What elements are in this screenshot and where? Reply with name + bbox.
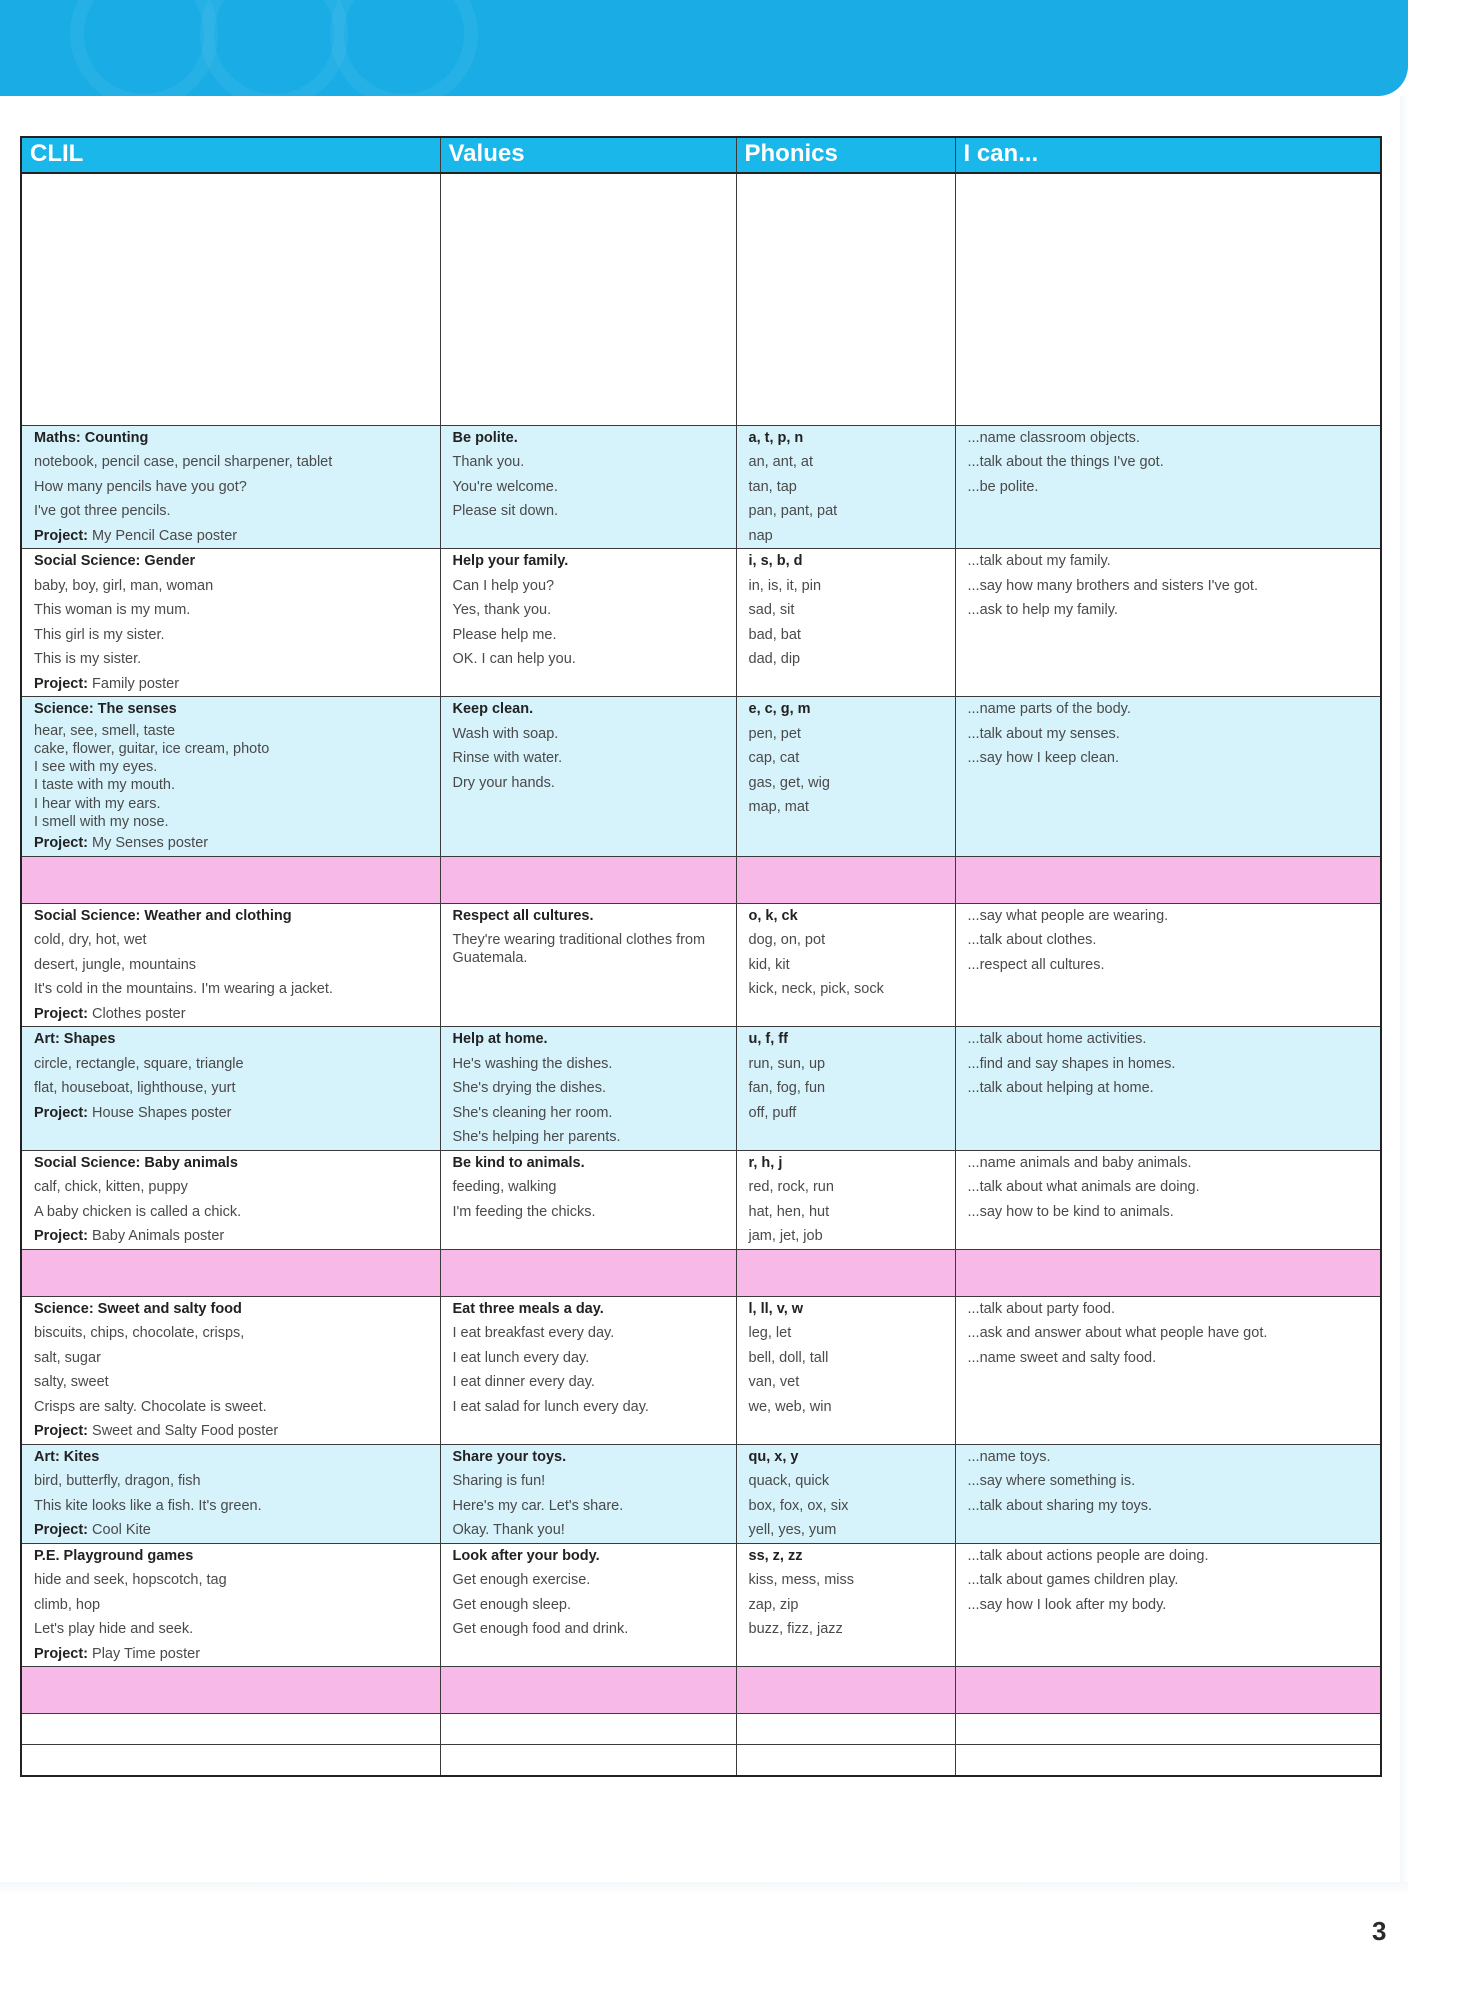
values-cell xyxy=(440,425,736,549)
i-can-line: ...say how I look after my body. xyxy=(967,1596,1167,1613)
review-band-cell xyxy=(21,1667,440,1714)
unit-row xyxy=(21,1444,1381,1543)
phonics-title: o, k, ck xyxy=(748,907,798,924)
values-title: Help at home. xyxy=(452,1031,548,1048)
i-can-cell xyxy=(955,697,1381,857)
page-bottom-shade xyxy=(0,1882,1408,1896)
clil-line: notebook, pencil case, pencil sharpener, tablet xyxy=(34,454,333,470)
values-line: Please help me. xyxy=(452,626,557,643)
values-line: Please sit down. xyxy=(452,503,559,519)
clil-title: P.E. Playground games xyxy=(34,1547,194,1564)
unit-row xyxy=(21,697,1381,857)
clil-line: A baby chicken is called a chick. xyxy=(34,1203,242,1220)
phonics-line: in, is, it, pin xyxy=(748,577,822,594)
clil-project xyxy=(34,1224,428,1249)
project-name: Family poster xyxy=(92,675,180,692)
project-label: Project: xyxy=(34,675,88,692)
clil-cell xyxy=(21,903,440,1027)
empty-cell xyxy=(736,1714,955,1745)
i-can-cell xyxy=(955,549,1381,697)
clil-line: Crisps are salty. Chocolate is sweet. xyxy=(34,1398,267,1415)
header-row xyxy=(21,137,1381,173)
phonics-line: van, vet xyxy=(748,1374,800,1391)
values-line: Here's my car. Let's share. xyxy=(452,1497,624,1514)
empty-cell xyxy=(736,1745,955,1776)
values-cell xyxy=(440,697,736,857)
values-title: Eat three meals a day. xyxy=(452,1300,604,1317)
i-can-line: ...talk about what animals are doing. xyxy=(967,1179,1200,1196)
phonics-line: bad, bat xyxy=(748,626,801,643)
empty-cell xyxy=(955,1745,1381,1776)
values-line: I eat breakfast every day. xyxy=(452,1325,615,1342)
clil-line: I smell with my nose. xyxy=(34,813,169,830)
unit-row xyxy=(21,425,1381,549)
phonics-line: pan, pant, pat xyxy=(748,503,838,519)
values-title: Look after your body. xyxy=(452,1547,600,1564)
values-cell xyxy=(440,1444,736,1543)
clil-line: salt, sugar xyxy=(34,1349,101,1366)
empty-cell xyxy=(440,1714,736,1745)
clil-line: This is my sister. xyxy=(34,651,142,667)
review-band xyxy=(21,1667,1381,1714)
values-line: Sharing is fun! xyxy=(452,1473,546,1490)
blank-cell xyxy=(440,173,736,425)
i-can-line: ...say how many brothers and sisters I've got. xyxy=(967,577,1258,594)
project-label: Project: xyxy=(34,1104,88,1121)
clil-line: bird, butterfly, dragon, fish xyxy=(34,1473,201,1490)
empty-cell xyxy=(440,1745,736,1776)
header-clil: CLIL xyxy=(21,137,440,173)
review-band-cell xyxy=(21,1249,440,1296)
phonics-line: buzz, fizz, jazz xyxy=(748,1621,843,1638)
project-label: Project: xyxy=(34,527,88,544)
values-cell xyxy=(440,903,736,1027)
clil-line: hear, see, smell, taste xyxy=(34,722,176,739)
phonics-title: qu, x, y xyxy=(748,1448,799,1465)
review-band-cell xyxy=(440,1667,736,1714)
project-name: Baby Animals poster xyxy=(92,1228,225,1245)
values-line: feeding, walking xyxy=(452,1179,557,1196)
values-line: Get enough food and drink. xyxy=(452,1621,629,1638)
clil-line: climb, hop xyxy=(34,1596,101,1613)
i-can-cell xyxy=(955,1150,1381,1249)
clil-title: Social Science: Gender xyxy=(34,553,196,569)
i-can-line: ...say how to be kind to animals. xyxy=(967,1203,1174,1220)
project-name: House Shapes poster xyxy=(92,1104,232,1121)
values-line: Get enough sleep. xyxy=(452,1596,572,1613)
clil-cell xyxy=(21,697,440,857)
values-line: OK. I can help you. xyxy=(452,651,576,667)
project-name: Play Time poster xyxy=(92,1645,201,1662)
empty-cell xyxy=(955,1714,1381,1745)
project-name: Sweet and Salty Food poster xyxy=(92,1423,279,1440)
banner-decoration xyxy=(330,0,478,108)
phonics-line: pen, pet xyxy=(748,725,801,742)
page-edge-shadow xyxy=(1400,96,1408,1896)
phonics-line: kick, neck, pick, sock xyxy=(748,981,884,998)
banner-decoration xyxy=(200,0,348,108)
project-label: Project: xyxy=(34,1522,88,1539)
header-phonics: Phonics xyxy=(736,137,955,173)
i-can-line: ...talk about the things I've got. xyxy=(967,454,1164,470)
values-title: Respect all cultures. xyxy=(452,907,594,924)
clil-line: I taste with my mouth. xyxy=(34,777,176,794)
review-band-cell xyxy=(955,856,1381,903)
unit-row xyxy=(21,1296,1381,1444)
phonics-line: cap, cat xyxy=(748,750,800,766)
i-can-line: ...talk about clothes. xyxy=(967,932,1097,949)
phonics-line: quack, quick xyxy=(748,1473,830,1490)
review-band xyxy=(21,1249,1381,1296)
values-line: Can I help you? xyxy=(452,577,555,594)
values-cell xyxy=(440,1543,736,1667)
review-band-cell xyxy=(736,1249,955,1296)
clil-line: How many pencils have you got? xyxy=(34,478,247,495)
i-can-line: ...name animals and baby animals. xyxy=(967,1154,1192,1171)
clil-line: salty, sweet xyxy=(34,1374,109,1391)
clil-project xyxy=(34,1419,428,1444)
table-body xyxy=(21,173,1381,1776)
values-line: Thank you. xyxy=(452,454,525,470)
values-cell xyxy=(440,1150,736,1249)
i-can-cell xyxy=(955,1543,1381,1667)
clil-title: Art: Shapes xyxy=(34,1031,116,1048)
project-label: Project: xyxy=(34,1423,88,1440)
clil-line: cake, flower, guitar, ice cream, photo xyxy=(34,740,270,757)
values-line: He's washing the dishes. xyxy=(452,1055,613,1072)
clil-line: cold, dry, hot, wet xyxy=(34,932,147,949)
unit-row xyxy=(21,1543,1381,1667)
project-label: Project: xyxy=(34,1645,88,1662)
phonics-line: gas, get, wig xyxy=(748,774,830,791)
clil-title: Social Science: Weather and clothing xyxy=(34,907,292,924)
phonics-line: hat, hen, hut xyxy=(748,1203,830,1220)
values-line: Rinse with water. xyxy=(452,750,563,766)
clil-title: Science: The senses xyxy=(34,701,177,717)
page-number: 3 xyxy=(1372,1916,1387,1946)
header-values: Values xyxy=(440,137,736,173)
i-can-line: ...respect all cultures. xyxy=(967,956,1105,973)
phonics-cell xyxy=(736,1444,955,1543)
phonics-cell xyxy=(736,1296,955,1444)
review-band xyxy=(21,856,1381,903)
unit-row xyxy=(21,1150,1381,1249)
phonics-line: run, sun, up xyxy=(748,1055,826,1072)
unit-row xyxy=(21,549,1381,697)
clil-cell xyxy=(21,1296,440,1444)
phonics-cell xyxy=(736,697,955,857)
i-can-line: ...talk about sharing my toys. xyxy=(967,1497,1153,1514)
i-can-line: ...say how I keep clean. xyxy=(967,750,1120,766)
values-cell xyxy=(440,1027,736,1151)
phonics-line: box, fox, ox, six xyxy=(748,1497,849,1514)
clil-cell xyxy=(21,549,440,697)
clil-project xyxy=(34,1101,428,1126)
project-name: Clothes poster xyxy=(92,1005,186,1022)
syllabus-table xyxy=(20,136,1382,1777)
values-line: Okay. Thank you! xyxy=(452,1522,565,1539)
clil-cell xyxy=(21,1444,440,1543)
clil-project xyxy=(34,831,428,856)
values-line: She's cleaning her room. xyxy=(452,1104,613,1121)
project-name: My Pencil Case poster xyxy=(92,527,238,544)
values-line: Yes, thank you. xyxy=(452,602,552,618)
phonics-line: nap xyxy=(748,527,773,544)
review-band-cell xyxy=(21,856,440,903)
review-band-cell xyxy=(736,856,955,903)
phonics-line: sad, sit xyxy=(748,602,795,618)
phonics-line: kid, kit xyxy=(748,956,790,973)
i-can-cell xyxy=(955,425,1381,549)
empty-row xyxy=(21,1745,1381,1776)
phonics-line: off, puff xyxy=(748,1104,797,1121)
i-can-cell xyxy=(955,903,1381,1027)
phonics-line: dad, dip xyxy=(748,651,801,667)
phonics-line: jam, jet, job xyxy=(748,1228,823,1245)
i-can-line: ...ask and answer about what people have got. xyxy=(967,1325,1268,1342)
clil-line: baby, boy, girl, man, woman xyxy=(34,577,214,594)
clil-line: I've got three pencils. xyxy=(34,503,171,519)
phonics-title: u, f, ff xyxy=(748,1031,788,1048)
header-i-can: I can... xyxy=(955,137,1381,173)
clil-title: Maths: Counting xyxy=(34,429,149,446)
clil-line: This girl is my sister. xyxy=(34,626,165,643)
values-line: I'm feeding the chicks. xyxy=(452,1203,596,1220)
i-can-line: ...talk about actions people are doing. xyxy=(967,1547,1209,1564)
blank-cell xyxy=(736,173,955,425)
clil-line: Let's play hide and seek. xyxy=(34,1621,194,1638)
i-can-line: ...name classroom objects. xyxy=(967,429,1140,446)
review-band-cell xyxy=(955,1667,1381,1714)
review-band-cell xyxy=(440,856,736,903)
values-title: Be polite. xyxy=(452,429,518,446)
phonics-cell xyxy=(736,1543,955,1667)
i-can-line: ...find and say shapes in homes. xyxy=(967,1055,1176,1072)
phonics-line: leg, let xyxy=(748,1325,792,1342)
phonics-title: e, c, g, m xyxy=(748,701,811,717)
clil-project xyxy=(34,1002,428,1027)
i-can-line: ...be polite. xyxy=(967,478,1039,495)
values-line: They're wearing traditional clothes from Guatemala. xyxy=(452,932,706,967)
top-banner xyxy=(0,0,1408,96)
i-can-line: ...name sweet and salty food. xyxy=(967,1349,1157,1366)
phonics-title: r, h, j xyxy=(748,1154,783,1171)
phonics-cell xyxy=(736,903,955,1027)
blank-cell xyxy=(21,173,440,425)
clil-cell xyxy=(21,1543,440,1667)
phonics-line: bell, doll, tall xyxy=(748,1349,829,1366)
i-can-line: ...say where something is. xyxy=(967,1473,1136,1490)
phonics-line: dog, on, pot xyxy=(748,932,826,949)
clil-line: This woman is my mum. xyxy=(34,602,191,618)
values-line: You're welcome. xyxy=(452,478,558,495)
unit-row xyxy=(21,903,1381,1027)
phonics-line: kiss, mess, miss xyxy=(748,1572,855,1589)
project-name: Cool Kite xyxy=(92,1522,151,1539)
project-label: Project: xyxy=(34,835,88,852)
phonics-title: ss, z, zz xyxy=(748,1547,803,1564)
phonics-line: map, mat xyxy=(748,799,809,815)
banner-decoration xyxy=(70,0,218,108)
i-can-cell xyxy=(955,1444,1381,1543)
i-can-line: ...say what people are wearing. xyxy=(967,907,1169,924)
phonics-cell xyxy=(736,549,955,697)
i-can-cell xyxy=(955,1027,1381,1151)
blank-row xyxy=(21,173,1381,425)
clil-line: I hear with my ears. xyxy=(34,795,161,812)
i-can-line: ...talk about home activities. xyxy=(967,1031,1147,1048)
i-can-line: ...ask to help my family. xyxy=(967,602,1118,618)
values-title: Help your family. xyxy=(452,553,569,569)
values-cell xyxy=(440,549,736,697)
clil-line: flat, houseboat, lighthouse, yurt xyxy=(34,1080,236,1097)
phonics-line: zap, zip xyxy=(748,1596,799,1613)
empty-cell xyxy=(21,1714,440,1745)
i-can-line: ...talk about games children play. xyxy=(967,1572,1179,1589)
i-can-cell xyxy=(955,1296,1381,1444)
values-line: I eat dinner every day. xyxy=(452,1374,595,1391)
values-line: I eat lunch every day. xyxy=(452,1349,590,1366)
values-line: She's drying the dishes. xyxy=(452,1080,606,1097)
clil-project xyxy=(34,672,428,697)
clil-title: Social Science: Baby animals xyxy=(34,1154,238,1171)
clil-line: I see with my eyes. xyxy=(34,759,158,776)
values-line: She's helping her parents. xyxy=(452,1129,621,1146)
phonics-title: a, t, p, n xyxy=(748,429,804,446)
clil-project xyxy=(34,1518,428,1543)
clil-line: hide and seek, hopscotch, tag xyxy=(34,1572,227,1589)
i-can-line: ...talk about party food. xyxy=(967,1300,1116,1317)
clil-line: circle, rectangle, square, triangle xyxy=(34,1055,244,1072)
clil-project xyxy=(34,524,428,549)
i-can-line: ...name parts of the body. xyxy=(967,701,1131,717)
values-line: Wash with soap. xyxy=(452,725,559,742)
clil-line: desert, jungle, mountains xyxy=(34,956,197,973)
clil-line: This kite looks like a fish. It's green. xyxy=(34,1497,262,1514)
review-band-cell xyxy=(736,1667,955,1714)
unit-row xyxy=(21,1027,1381,1151)
clil-line: calf, chick, kitten, puppy xyxy=(34,1179,188,1196)
clil-title: Art: Kites xyxy=(34,1448,100,1465)
values-title: Share your toys. xyxy=(452,1448,567,1465)
project-label: Project: xyxy=(34,1228,88,1245)
blank-cell xyxy=(955,173,1381,425)
phonics-line: red, rock, run xyxy=(748,1179,834,1196)
phonics-title: l, ll, v, w xyxy=(748,1300,804,1317)
clil-cell xyxy=(21,425,440,549)
phonics-line: we, web, win xyxy=(748,1398,832,1415)
values-title: Keep clean. xyxy=(452,701,534,717)
phonics-cell xyxy=(736,1150,955,1249)
i-can-line: ...name toys. xyxy=(967,1448,1051,1465)
phonics-line: tan, tap xyxy=(748,478,797,495)
phonics-cell xyxy=(736,1027,955,1151)
values-line: Dry your hands. xyxy=(452,774,555,791)
clil-line: It's cold in the mountains. I'm wearing a jacket. xyxy=(34,981,333,998)
phonics-line: fan, fog, fun xyxy=(748,1080,826,1097)
phonics-cell xyxy=(736,425,955,549)
empty-row xyxy=(21,1714,1381,1745)
values-cell xyxy=(440,1296,736,1444)
i-can-line: ...talk about my family. xyxy=(967,553,1111,569)
project-name: My Senses poster xyxy=(92,835,209,852)
review-band-cell xyxy=(955,1249,1381,1296)
review-band-cell xyxy=(440,1249,736,1296)
values-line: I eat salad for lunch every day. xyxy=(452,1398,649,1415)
i-can-line: ...talk about my senses. xyxy=(967,725,1120,742)
empty-cell xyxy=(21,1745,440,1776)
phonics-title: i, s, b, d xyxy=(748,553,803,569)
phonics-line: yell, yes, yum xyxy=(748,1522,837,1539)
clil-title: Science: Sweet and salty food xyxy=(34,1300,242,1317)
values-title: Be kind to animals. xyxy=(452,1154,585,1171)
clil-project xyxy=(34,1642,428,1667)
clil-cell xyxy=(21,1027,440,1151)
values-line: Get enough exercise. xyxy=(452,1572,591,1589)
i-can-line: ...talk about helping at home. xyxy=(967,1080,1154,1097)
phonics-line: an, ant, at xyxy=(748,454,813,470)
clil-cell xyxy=(21,1150,440,1249)
project-label: Project: xyxy=(34,1005,88,1022)
clil-line: biscuits, chips, chocolate, crisps, xyxy=(34,1325,245,1342)
